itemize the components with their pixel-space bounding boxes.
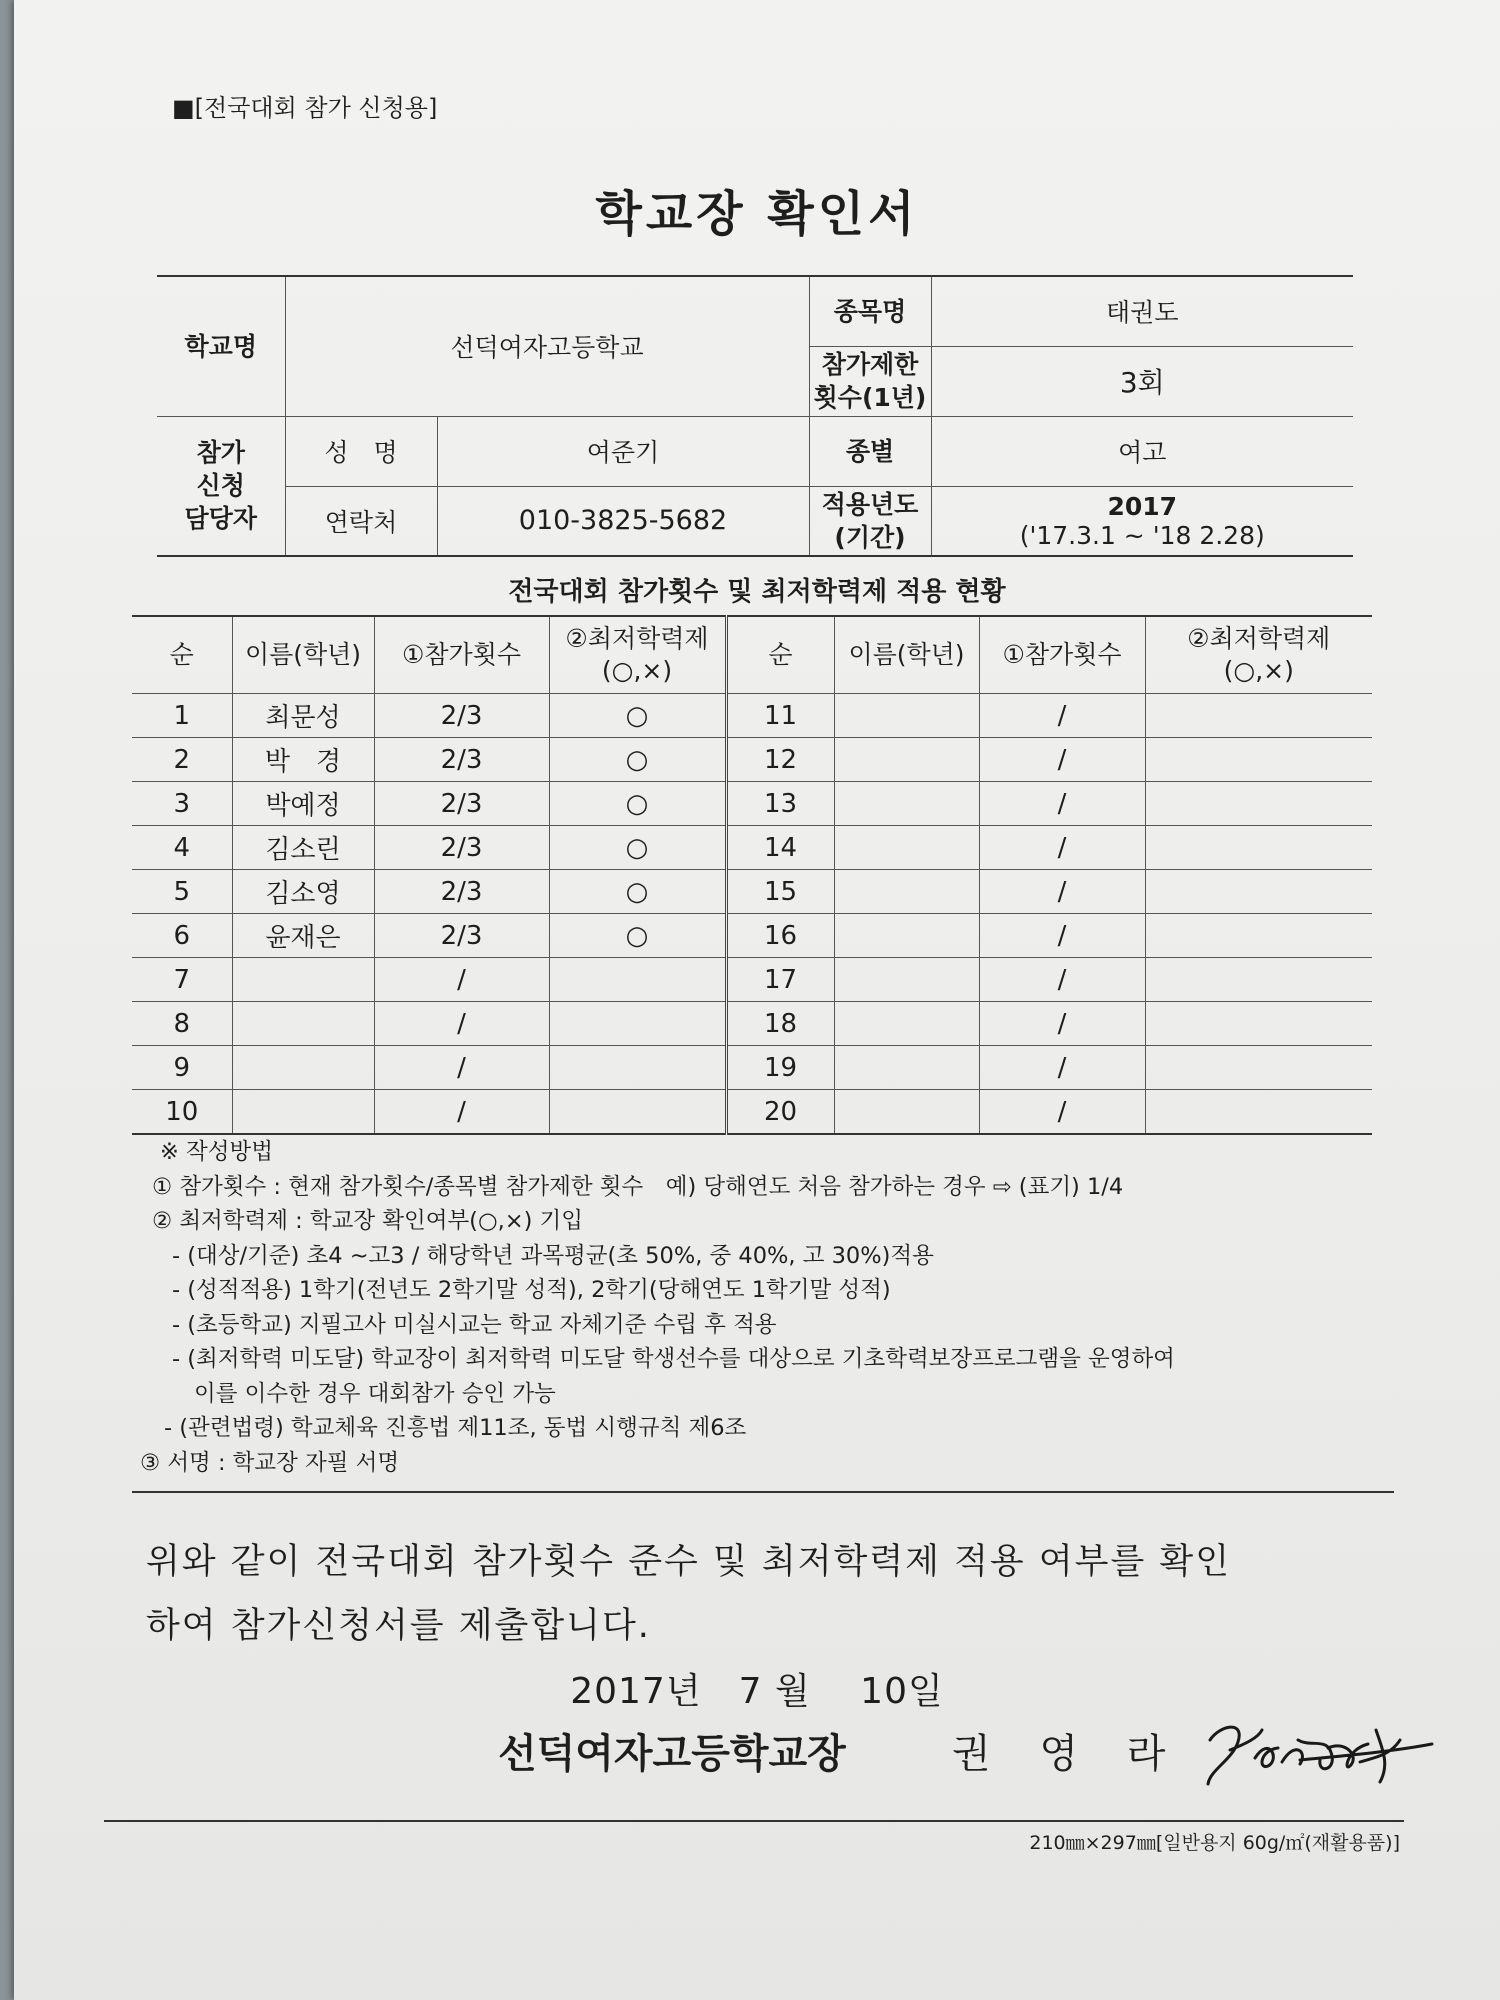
declaration-text: 위와 같이 전국대회 참가횟수 준수 및 최저학력제 적용 여부를 확인 하여 참가신청서를 제출합니다.: [146, 1542, 1232, 1646]
participation-status-table: [132, 615, 1372, 1135]
table-row: 2 박 경 2/3 ○ 12 /: [132, 738, 1372, 782]
school-name-value: 선덕여자고등학교: [285, 276, 809, 416]
table-row: 9 / 19 /: [132, 1046, 1372, 1090]
paper-spec-footer: 210㎜×297㎜[일반용지 60g/㎡(재활용품)]: [1029, 1832, 1400, 1854]
header-no: 순: [726, 616, 834, 694]
table-row: 3 박예정 2/3 ○ 13 /: [132, 782, 1372, 826]
table-row: 8 / 18 /: [132, 1002, 1372, 1046]
instruction-2a: - (대상/기준) 초4 ~고3 / 해당학년 과목평균(초 50%, 중 40%, 고 30%)적용: [172, 1242, 934, 1269]
applicant-name: 여준기: [437, 416, 809, 486]
table-row: 1 최문성 2/3 ○ 11 /: [132, 694, 1372, 738]
instruction-2e: - (관련법령) 학교체육 진흥법 제11조, 동법 시행규칙 제6조: [164, 1415, 747, 1441]
contact-label: 연락처: [285, 486, 437, 556]
document-page: [14, 0, 1500, 2000]
table-row: 10 / 20 /: [132, 1090, 1372, 1135]
name-label: 성 명: [285, 416, 437, 486]
instructions: [132, 1135, 1392, 1480]
header-count: ①참가횟수: [979, 616, 1145, 694]
header-count: ①참가횟수: [374, 616, 549, 694]
applicant-label: 참가 신청 담당자: [157, 416, 285, 556]
header-min-academic: ②최저학력제 (○,×): [1145, 616, 1372, 694]
type-label: 종별: [809, 416, 931, 486]
contact-value: 010-3825-5682: [437, 486, 809, 556]
instruction-2: ② 최저학력제 : 학교장 확인여부(○,×) 기입: [152, 1208, 583, 1234]
table-row: 5 김소영 2/3 ○ 15 /: [132, 870, 1372, 914]
status-section-title: 전국대회 참가횟수 및 최저학력제 적용 현황: [508, 577, 1006, 607]
school-name-label: 학교명: [157, 276, 285, 416]
header-name: 이름(학년): [232, 616, 374, 694]
instruction-3: ③ 서명 : 학교장 자필 서명: [140, 1449, 400, 1476]
header-min-academic: ②최저학력제 (○,×): [549, 616, 726, 694]
form-type-label: ■[전국대회 참가 신청용]: [172, 94, 438, 122]
instruction-2b: - (성적적용) 1학기(전년도 2학기말 성적), 2학기(당해연도 1학기말 성적): [172, 1277, 891, 1303]
limit-value: 3회: [931, 346, 1353, 416]
instruction-2d: - (최저학력 미도달) 학교장이 최저학력 미도달 학생선수를 대상으로 기초학력보장프로그램을 운영하여: [172, 1346, 1175, 1372]
table-row: 4 김소린 2/3 ○ 14 /: [132, 826, 1372, 870]
instructions-heading: ※ 작성방법: [160, 1139, 273, 1165]
instruction-2c: - (초등학교) 지필고사 미실시교는 학교 자체기준 수립 후 적용: [172, 1311, 777, 1338]
instruction-1: ① 참가횟수 : 현재 참가횟수/종목별 참가제한 횟수 예) 당해연도 처음 참가하는 경우 ⇨ (표기) 1/4: [152, 1173, 1124, 1200]
divider: [132, 1491, 1394, 1493]
year-value: 2017 ('17.3.1 ~ '18 2.28): [931, 486, 1353, 556]
school-info-table: [157, 275, 1353, 557]
header-no: 순: [132, 616, 232, 694]
sport-label: 종목명: [809, 276, 931, 346]
instruction-2d-cont: 이를 이수한 경우 대회참가 승인 가능: [194, 1380, 556, 1407]
handwritten-signature: [1200, 1700, 1440, 1790]
divider: [104, 1820, 1404, 1822]
submission-date: 2017년 7 월 10일: [570, 1671, 944, 1712]
table-row: 6 윤재은 2/3 ○ 16 /: [132, 914, 1372, 958]
sport-value: 태권도: [931, 276, 1353, 346]
principal-title: 선덕여자고등학교장: [498, 1731, 846, 1777]
limit-label: 참가제한 횟수(1년): [809, 346, 931, 416]
type-value: 여고: [931, 416, 1353, 486]
document-title: 학교장 확인서: [595, 186, 919, 242]
principal-name: 권 영 라: [952, 1731, 1184, 1777]
header-name: 이름(학년): [834, 616, 979, 694]
year-label: 적용년도 (기간): [809, 486, 931, 556]
table-row: 7 / 17 /: [132, 958, 1372, 1002]
